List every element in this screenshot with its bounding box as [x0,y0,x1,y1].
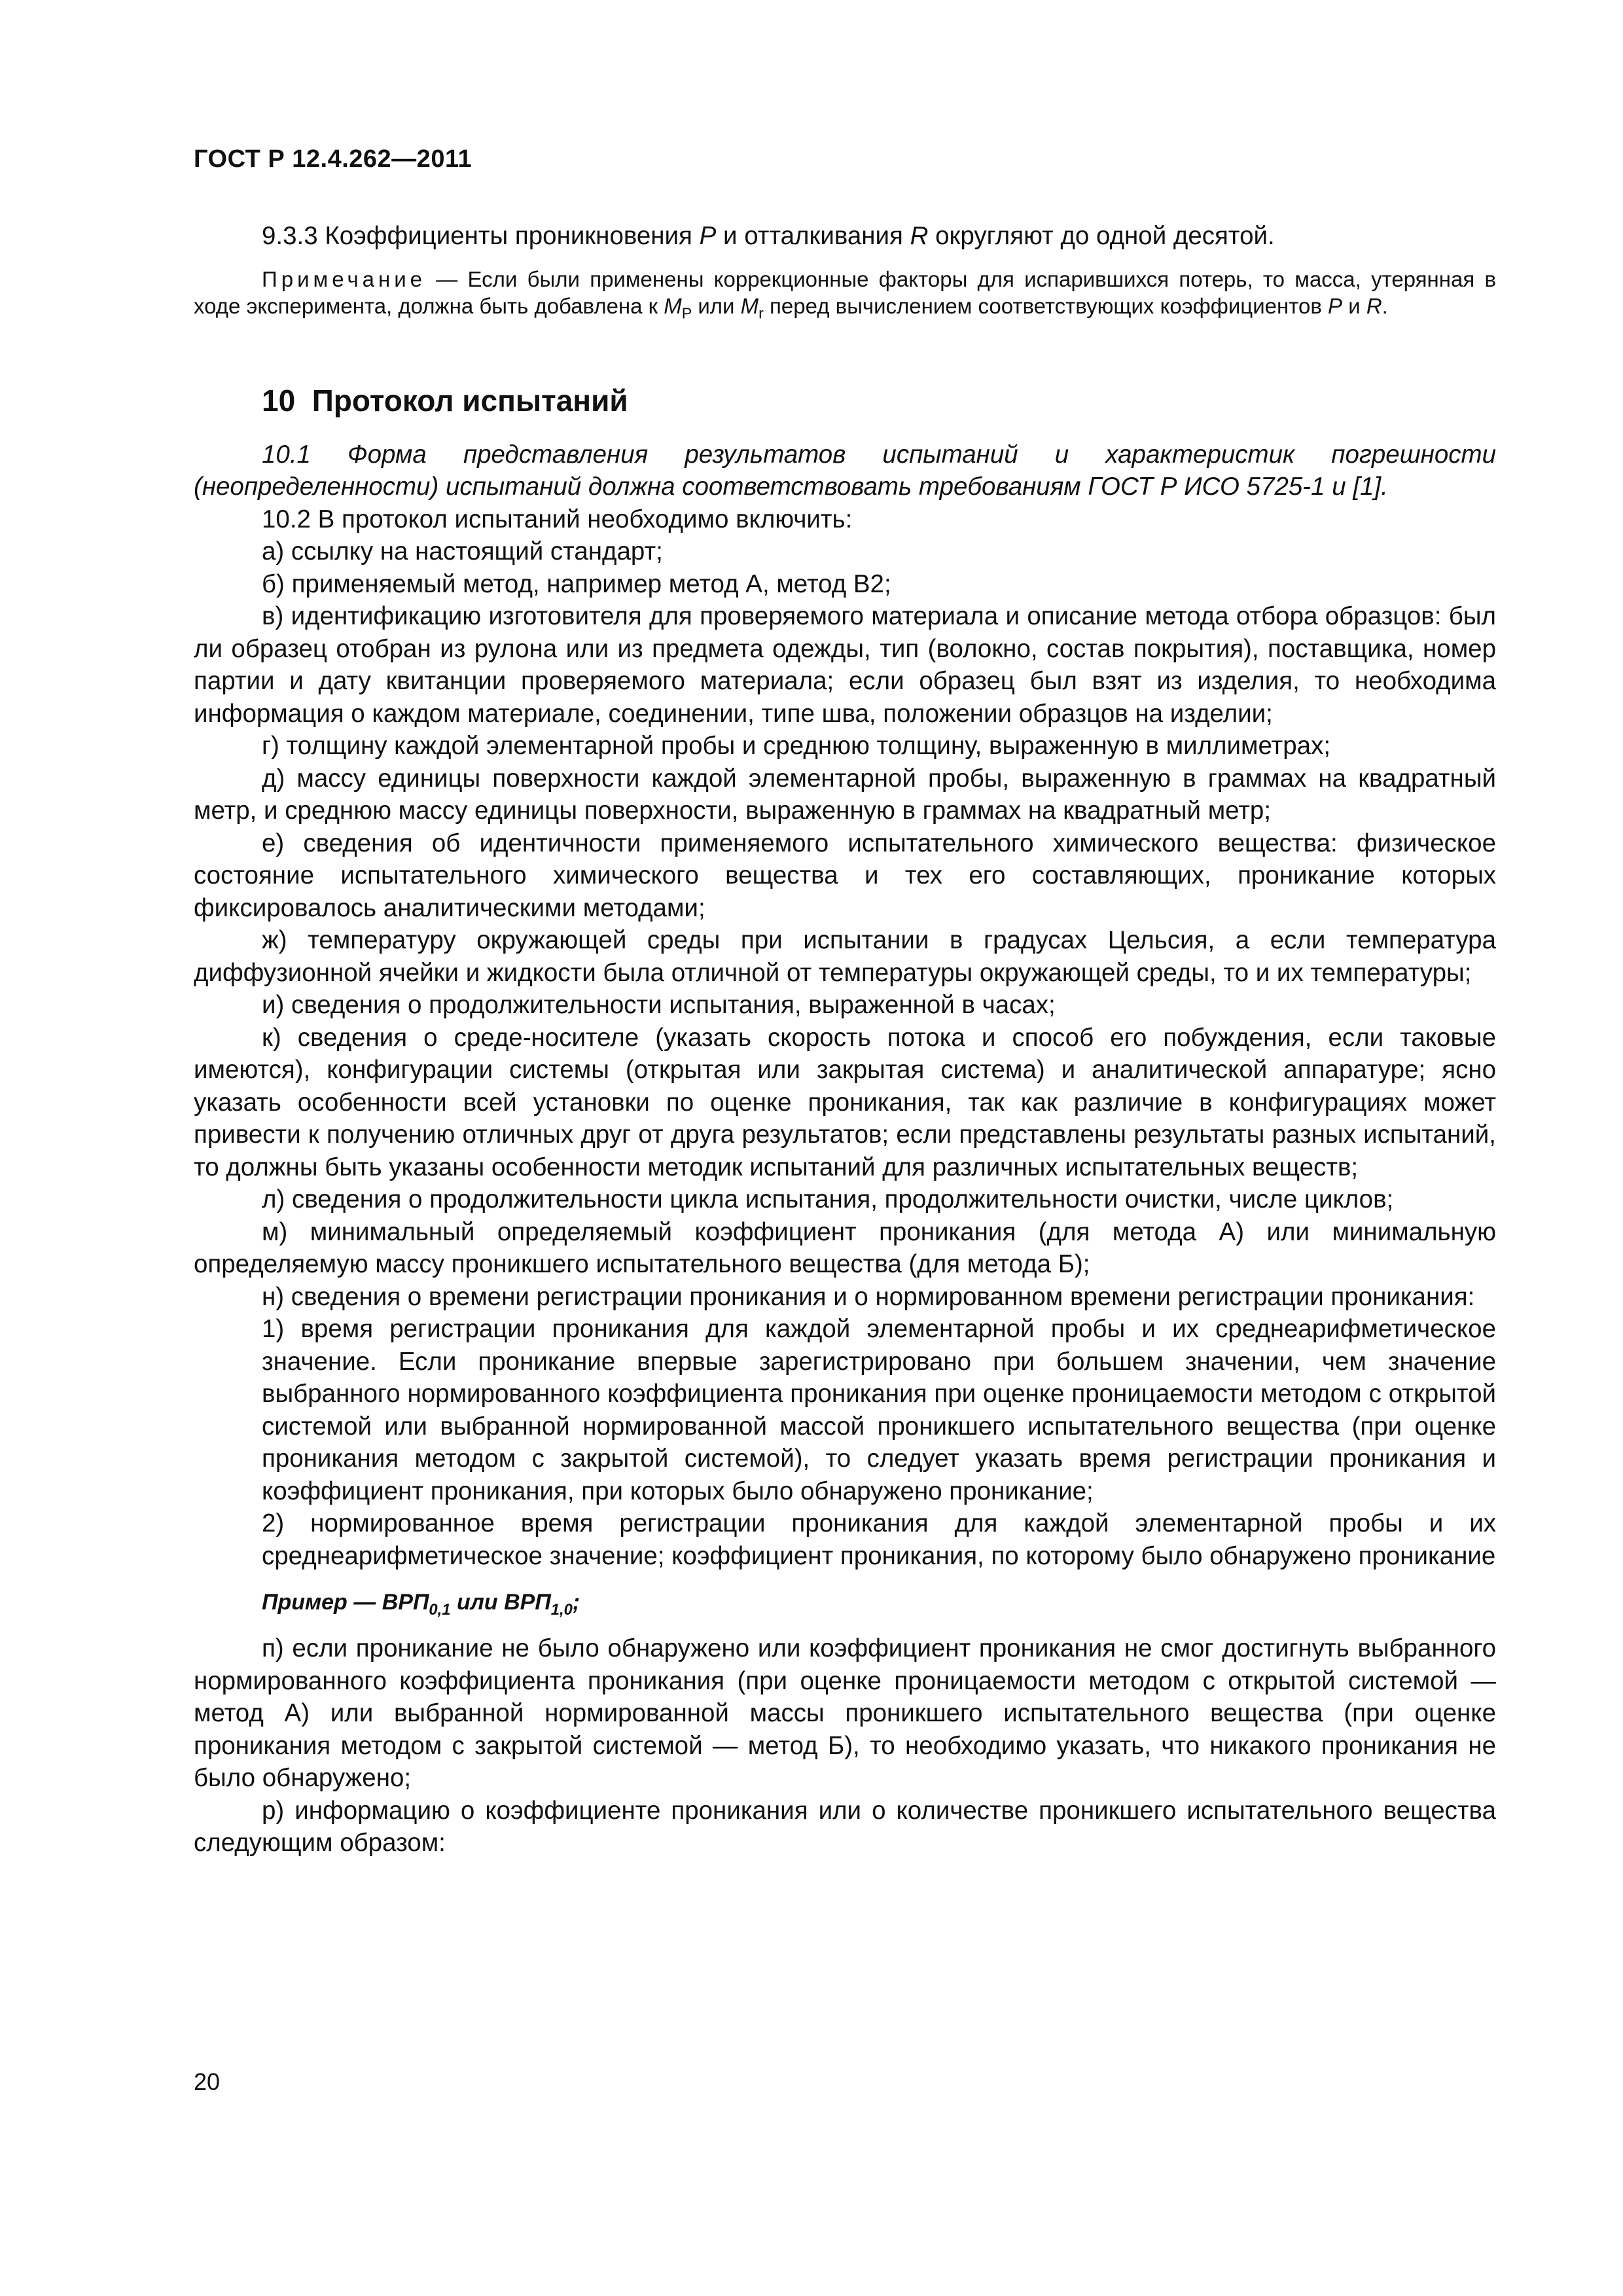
section-heading [262,382,1496,419]
paragraph-10-2: 10.2 В протокол испытаний необходимо включить: [262,505,853,533]
list-item-r: р) информацию о коэффициенте проникания или о количестве проникшего испытательного вещества следующим образом: [194,1796,1496,1857]
list-item-a: а) ссылку на настоящий стандарт; [262,537,663,565]
list-item-i: и) сведения о продолжительности испытания, выраженной в часах; [262,991,1056,1019]
list-item-v: в) идентификацию изготовителя для проверяемого материала и описание метода отбора образцов: был ли образец отобран из рулона или из предмета одежды, тип (волокно, состав покрытия), поставщика, номер партии и дату квитанции проверяемого материала; если образец был взят из изделия, то необходима информация о каждом материале, соединении, типе шва, положении образцов на изделии; [194,602,1496,728]
list-item-d: д) массу единицы поверхности каждой элементарной пробы, выраженную в граммах на квадратный метр, и среднюю массу единицы поверхности, выраженную в граммах на квадратный метр; [194,764,1496,825]
note-paragraph: Примечание — Если были применены коррекционные факторы для испарившихся потерь, то масса, утерянная в ходе эксперимента, должна быть добавлена к $M_P$ или $M_r$ перед вычислением соответствующих коэффициентов P и R. [194,266,1496,322]
example-line: Пример — $ВРП_{0,1}$ или $ВРП_{1,0}$; [262,1590,580,1619]
paragraph-10-1: 10.1 Форма представления результатов испытаний и характеристик погрешности (неопределенности) испытаний должна соответствовать требованиям ГОСТ Р ИСО 5725-1 и [1]. [194,440,1496,501]
section-number: 10 [262,383,296,418]
list-item-m: м) минимальный определяемый коэффициент проникания (для метода А) или минимальную определяемую массу проникшего испытательного вещества (для метода Б); [194,1217,1496,1278]
standard-header: ГОСТ Р 12.4.262—2011 [194,145,473,173]
list-item-n: н) сведения о времени регистрации проникания и о нормированном времени регистрации проникания: [262,1282,1475,1311]
sub-item-n2: 2) нормированное время регистрации проникания для каждой элементарной пробы и их среднеарифметическое значение; коэффициент проникания, по которому было обнаружено проникание [262,1509,1496,1570]
paragraph-9-3-3: 9.3.3 Коэффициенты проникновения P и отталкивания R округляют до одной десятой. [262,222,1275,250]
list-item-p: п) если проникание не было обнаружено или коэффициент проникания не смог достигнуть выбранного нормированного коэффициента проникания (при оценке проницаемости методом с открытой системой — метод А) или выбранной нормированной массы проникшего испытательного вещества (при оценке проникания методом с закрытой системой — метод Б), то необходимо указать, что никакого проникания не было обнаружено; [194,1634,1496,1792]
list-item-b: б) применяемый метод, например метод А, метод В2; [262,569,891,598]
list-item-zh: ж) температуру окружающей среды при испытании в градусах Цельсия, а если температура диффузионной ячейки и жидкости была отличной от температуры окружающей среды, то и их температуры; [194,926,1496,987]
page-content [194,220,1496,1859]
page-number: 20 [194,2068,221,2095]
list-item-g: г) толщину каждой элементарной пробы и среднюю толщину, выраженную в миллиметрах; [262,732,1331,760]
sub-item-n1: 1) время регистрации проникания для каждой элементарной пробы и их среднеарифметическое значение. Если проникание впервые зарегистрировано при большем значении, чем значение выбранного нормированного коэффициента проникания при оценке проницаемости методом с открытой системой или выбранной нормированной массой проникшего испытательного вещества (при оценке проникания методом с закрытой системой), то следует указать время регистрации проникания и коэффициент проникания, при которых было обнаружено проникание; [262,1315,1496,1505]
note-label: Примечание [262,266,427,291]
section-title: Протокол испытаний [312,383,628,418]
list-item-e: е) сведения об идентичности применяемого испытательного химического вещества: физическое состояние испытательного химического вещества и тех его составляющих, проникание которых фиксировалось аналитическими методами; [194,829,1496,922]
list-item-k: к) сведения о среде-носителе (указать скорость потока и способ его побуждения, если таковые имеются), конфигурации системы (открытая или закрытая система) и аналитической аппаратуре; ясно указать особенности всей установки по оценке проникания, так как различие в конфигурациях может привести к получению отличных друг от друга результатов; если представлены результаты разных испытаний, то должны быть указаны особенности методик испытаний для различных испытательных веществ; [194,1023,1496,1181]
list-item-l: л) сведения о продолжительности цикла испытания, продолжительности очистки, числе циклов; [262,1185,1394,1213]
